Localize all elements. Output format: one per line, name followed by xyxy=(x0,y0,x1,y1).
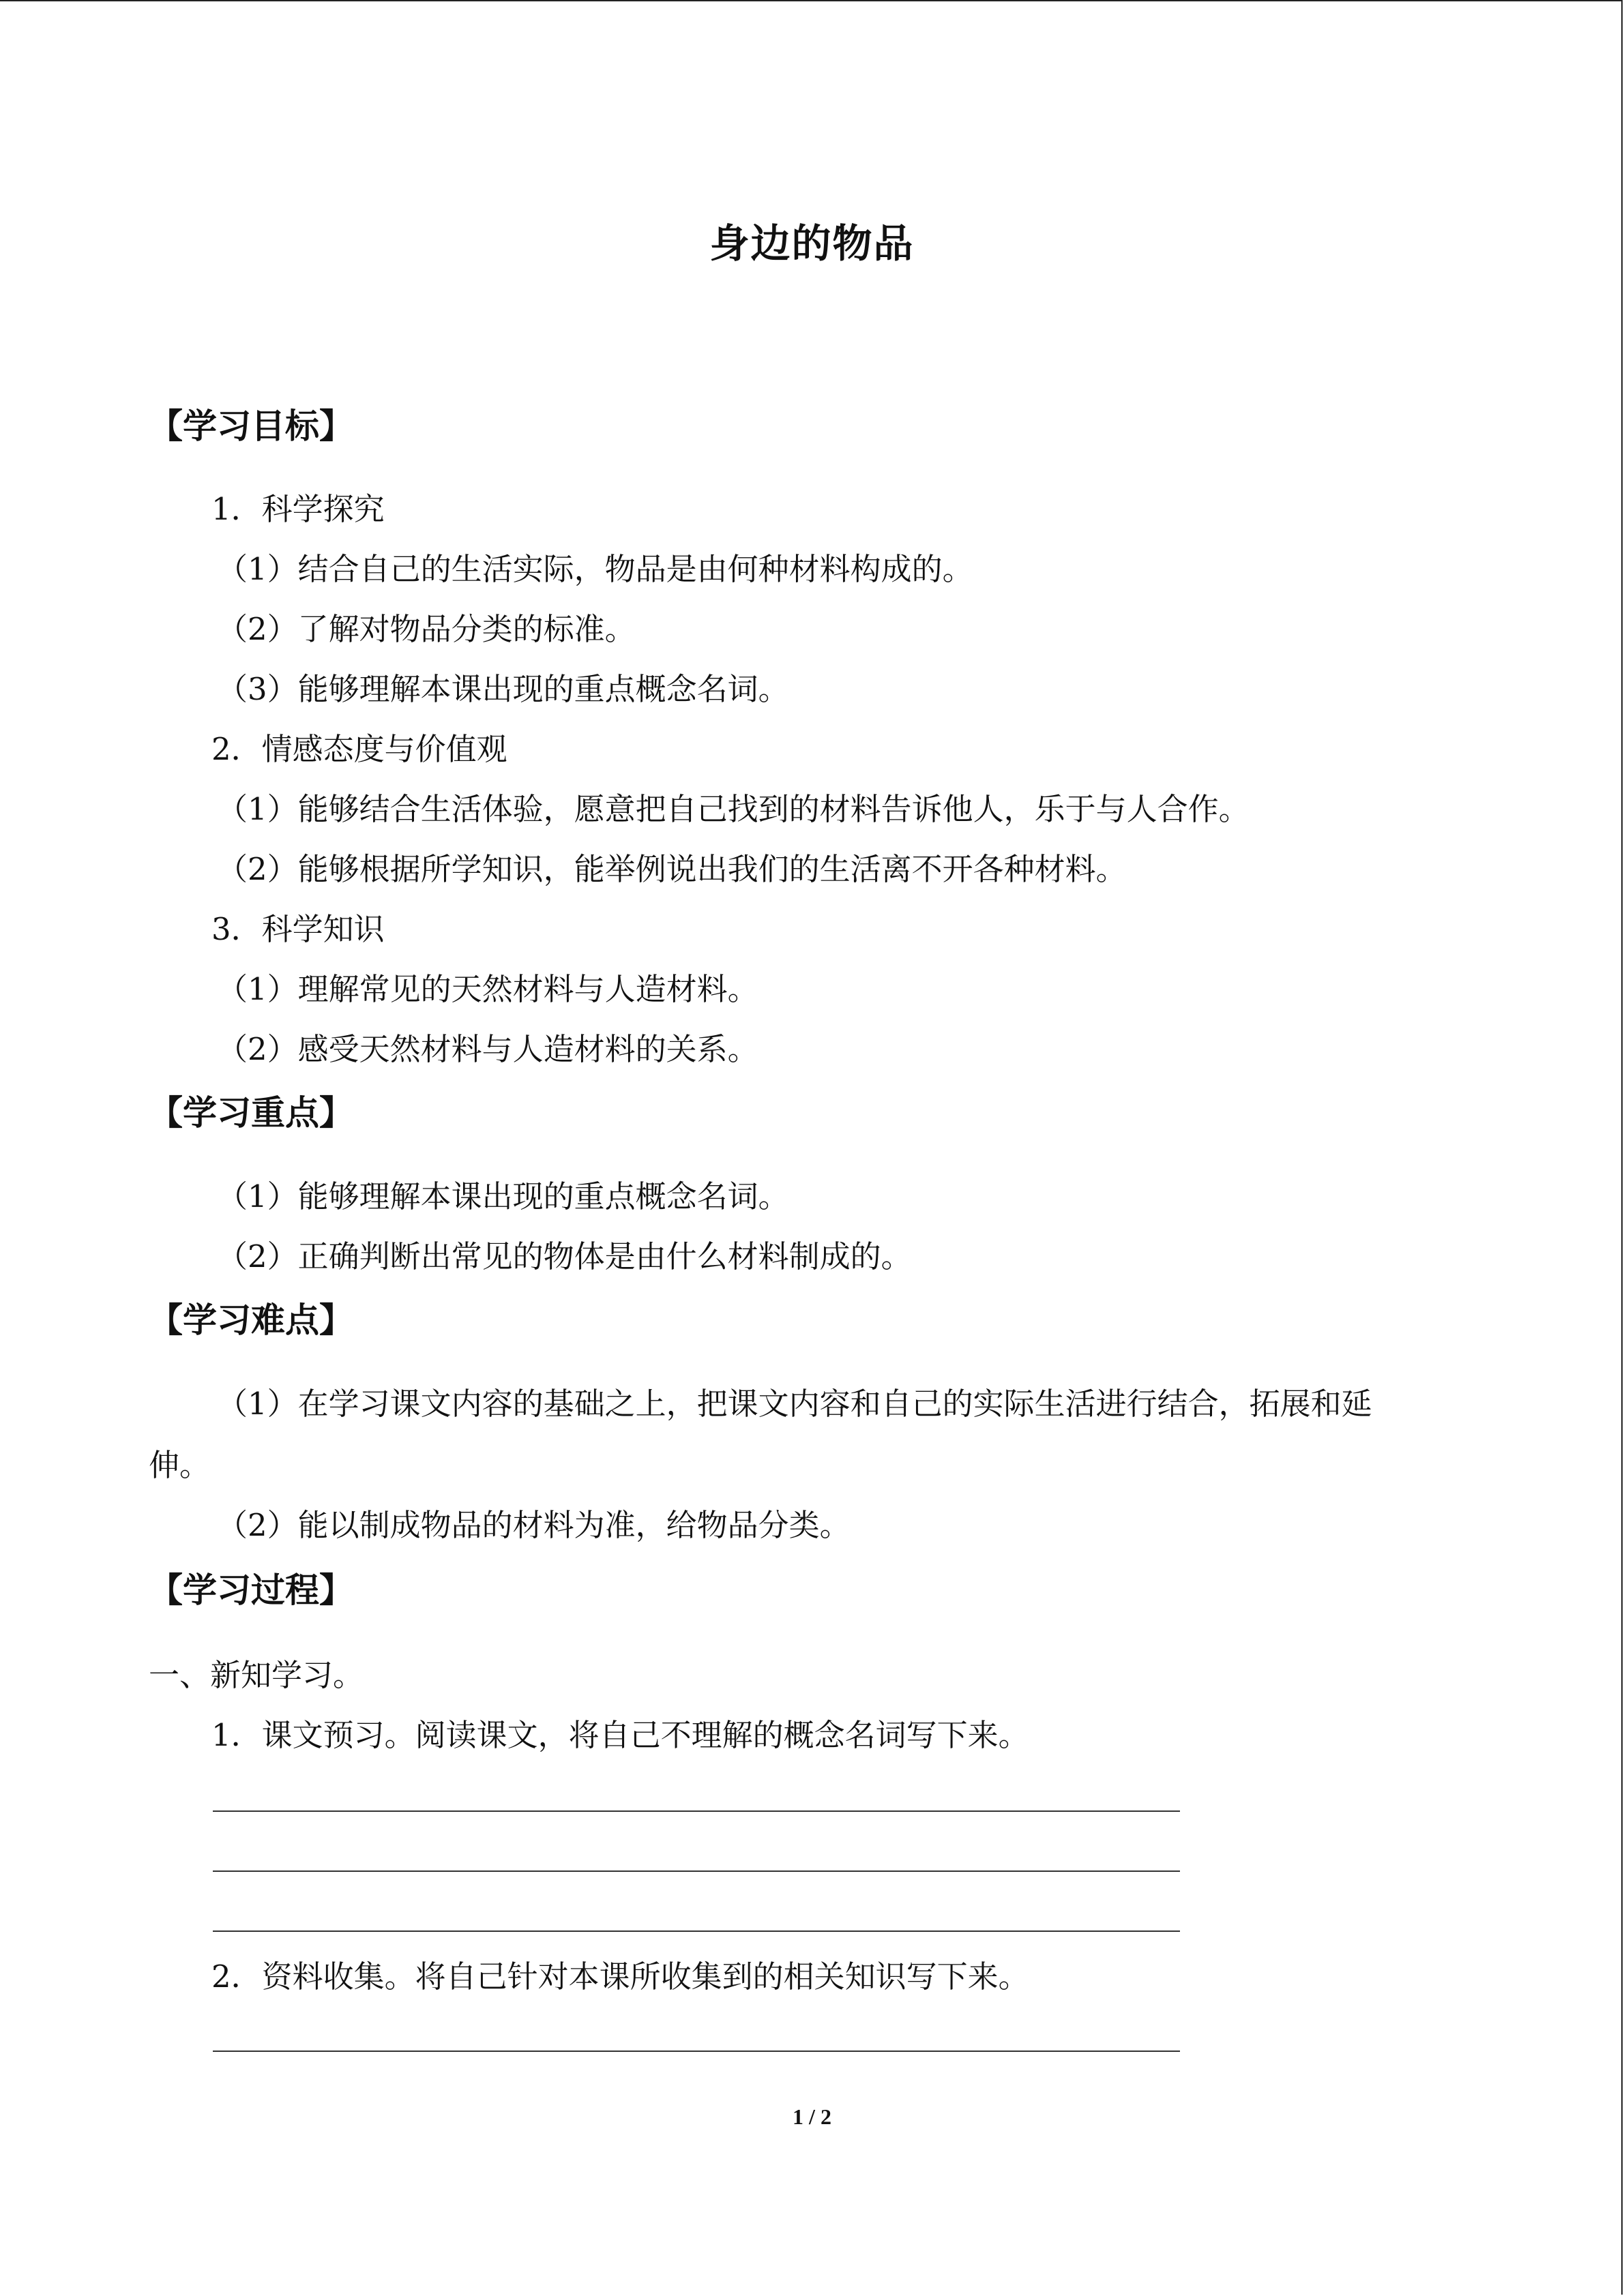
answer-blank-line[interactable] xyxy=(213,1870,1180,1872)
page-title: 身边的物品 xyxy=(709,220,915,267)
key-points-heading: 【学习重点】 xyxy=(149,1093,353,1133)
difficulty-item: （1）在学习课文内容的基础之上，把课文内容和自己的实际生活进行结合，拓展和延 xyxy=(217,1386,1372,1422)
process-heading: 【学习过程】 xyxy=(149,1570,353,1610)
process-item: 一、新知学习。 xyxy=(149,1657,364,1693)
difficulty-item: 伸。 xyxy=(149,1447,211,1483)
objective-item: （1）理解常见的天然材料与人造材料。 xyxy=(217,971,758,1007)
objective-item: （1）结合自己的生活实际，物品是由何种材料构成的。 xyxy=(217,551,973,587)
key-point-item: （1）能够理解本课出现的重点概念名词。 xyxy=(217,1178,789,1214)
process-item: 2．资料收集。将自己针对本课所收集到的相关知识写下来。 xyxy=(211,1958,1029,1995)
objective-item: （3）能够理解本课出现的重点概念名词。 xyxy=(217,671,789,707)
objective-item: （1）能够结合生活体验，愿意把自己找到的材料告诉他人，乐于与人合作。 xyxy=(217,791,1250,827)
objectives-heading: 【学习目标】 xyxy=(149,406,353,446)
page-number: 1 / 2 xyxy=(793,2104,831,2129)
process-item: 1．课文预习。阅读课文，将自己不理解的概念名词写下来。 xyxy=(211,1717,1029,1753)
answer-blank-line[interactable] xyxy=(213,1930,1180,1932)
objective-item: （2）感受天然材料与人造材料的关系。 xyxy=(217,1031,758,1067)
answer-blank-line[interactable] xyxy=(213,1810,1180,1812)
key-point-item: （2）正确判断出常见的物体是由什么材料制成的。 xyxy=(217,1238,912,1274)
objective-item: 2．情感态度与价值观 xyxy=(211,731,507,767)
difficulties-heading: 【学习难点】 xyxy=(149,1300,353,1340)
objective-item: （2）了解对物品分类的标准。 xyxy=(217,611,636,647)
difficulty-item: （2）能以制成物品的材料为准，给物品分类。 xyxy=(217,1507,851,1543)
objective-item: 3．科学知识 xyxy=(211,911,385,947)
objective-item: 1．科学探究 xyxy=(211,491,385,527)
objective-item: （2）能够根据所学知识，能举例说出我们的生活离不开各种材料。 xyxy=(217,851,1127,887)
answer-blank-line[interactable] xyxy=(213,2051,1180,2052)
